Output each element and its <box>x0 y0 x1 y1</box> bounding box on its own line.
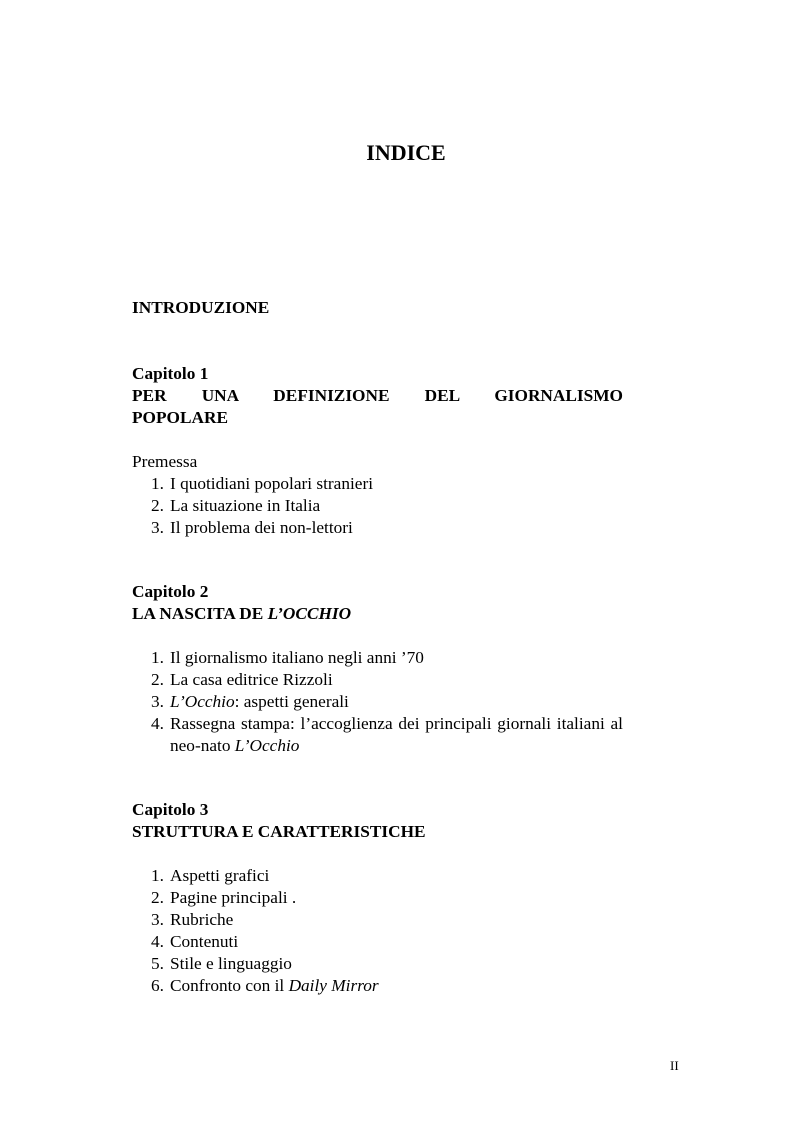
list-item: 2. La casa editrice Rizzoli <box>151 670 333 689</box>
chapter-2 <box>132 581 623 757</box>
list-item: 4. Rassegna stampa: l’accoglienza dei principali giornali italiani al neo-nato L’Occhio <box>151 714 623 755</box>
chapter-2-label: Capitolo 2 <box>132 582 209 601</box>
list-item: 1. Il giornalismo italiano negli anni ’70 <box>151 648 424 667</box>
chapter-2-title: LA NASCITA DE L’OCCHIO <box>132 604 352 623</box>
list-item: 3. Il problema dei non-lettori <box>151 518 353 537</box>
chapter-3-title: STRUTTURA E CARATTERISTICHE <box>132 822 426 841</box>
page-title: INDICE <box>366 140 446 165</box>
chapter-1-title-line2: POPOLARE <box>132 408 229 427</box>
chapter-3 <box>132 799 623 997</box>
list-item: 6. Confronto con il Daily Mirror <box>151 976 379 995</box>
chapter-2-list <box>132 647 623 757</box>
list-item: 3. L’Occhio: aspetti generali <box>151 692 349 711</box>
list-item: 5. Stile e linguaggio <box>151 954 292 973</box>
list-item: 4. Contenuti <box>151 932 239 951</box>
list-item: 1. I quotidiani popolari stranieri <box>151 474 374 493</box>
introduction-heading: INTRODUZIONE <box>132 298 270 317</box>
chapter-1-label: Capitolo 1 <box>132 364 209 383</box>
chapter-1 <box>132 363 623 539</box>
list-item: 2. La situazione in Italia <box>151 496 321 515</box>
chapter-3-label: Capitolo 3 <box>132 800 209 819</box>
chapter-3-list <box>132 865 623 997</box>
list-item: 3. Rubriche <box>151 910 234 929</box>
chapter-1-title-line1: PER UNA DEFINIZIONE DEL GIORNALISMO <box>132 386 623 405</box>
page-number: II <box>670 1058 679 1073</box>
chapter-1-list <box>132 473 623 539</box>
chapter-1-premise: Premessa <box>132 452 198 471</box>
list-item: 2. Pagine principali . <box>151 888 297 907</box>
list-item: 1. Aspetti grafici <box>151 866 270 885</box>
